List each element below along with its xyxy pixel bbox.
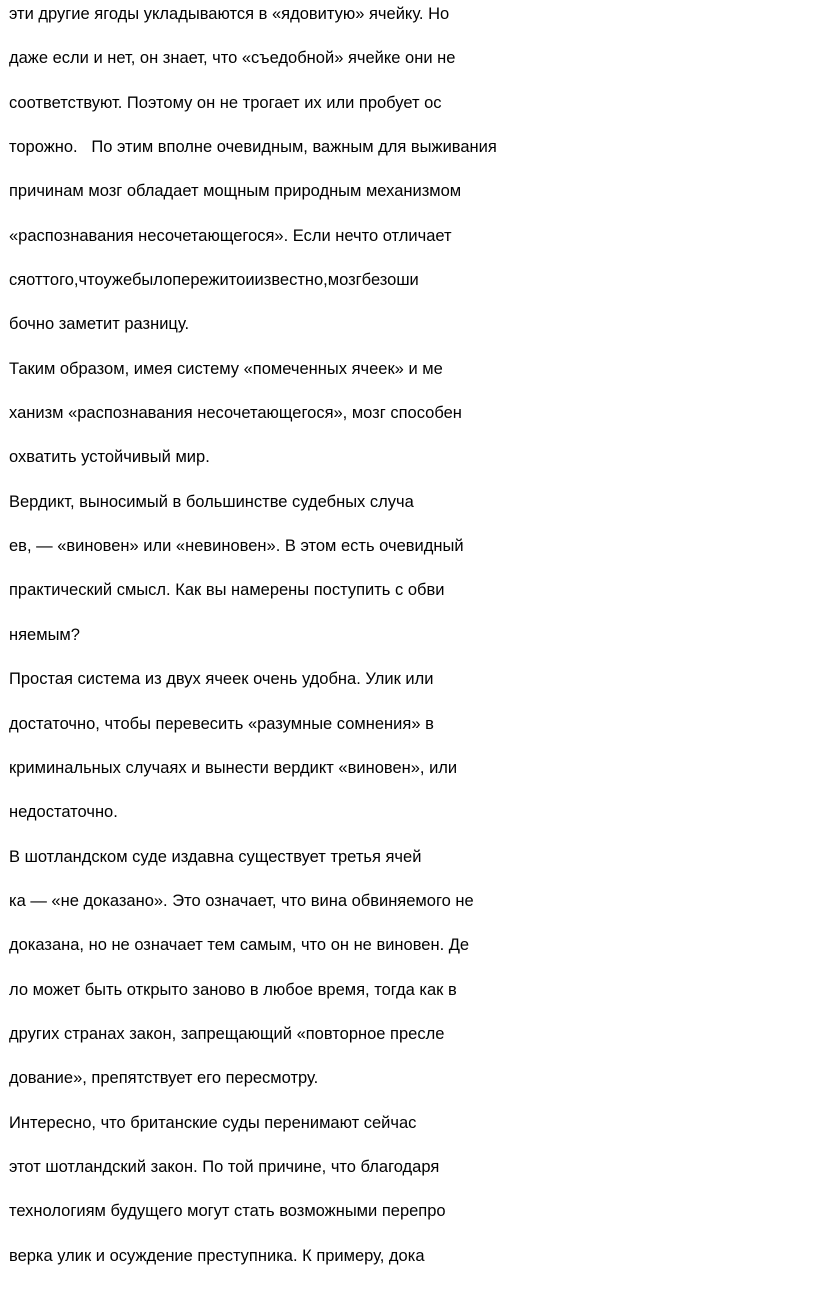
text-line: практический смысл. Как вы намерены поступить с обви bbox=[9, 581, 445, 600]
text-line: технологиям будущего могут стать возможными перепро bbox=[9, 1202, 446, 1221]
text-line: Таким образом, имея систему «помеченных ячеек» и ме bbox=[9, 359, 443, 378]
text-line: этот шотландский закон. По той причине, что благодаря bbox=[9, 1157, 440, 1176]
text-line: причинам мозг обладает мощным природным механизмом bbox=[9, 182, 462, 201]
document-text bbox=[9, 0, 799, 1286]
text-line: бочно заметит разницу. bbox=[9, 315, 190, 334]
text-line: охватить устойчивый мир. bbox=[9, 448, 210, 467]
text-line: В шотландском суде издавна существует третья ячей bbox=[9, 847, 422, 866]
text-line: соответствуют. Поэтому он не трогает их или пробует ос bbox=[9, 93, 442, 112]
text-line: других странах закон, запрещающий «повторное пресле bbox=[9, 1024, 445, 1043]
text-line: эти другие ягоды укладываются в «ядовитую» ячейку. Но bbox=[9, 5, 450, 23]
text-line: доказана, но не означает тем самым, что он не виновен. Де bbox=[9, 936, 470, 955]
text-line: ка — «не доказано». Это означает, что вина обвиняемого не bbox=[9, 891, 474, 910]
text-line: недостаточно. bbox=[9, 803, 118, 822]
text-line: «распознавания несочетающегося». Если нечто отличает bbox=[9, 226, 452, 245]
text-line: даже если и нет, он знает, что «съедобной» ячейке они не bbox=[9, 49, 456, 68]
text-line: достаточно, чтобы перевесить «разумные сомнения» в bbox=[9, 714, 434, 733]
text-line: торожно. По этим вполне очевидным, важным для выживания bbox=[9, 138, 497, 157]
text-line: няемым? bbox=[9, 625, 80, 644]
text-line: ханизм «распознавания несочетающегося», мозг способен bbox=[9, 404, 462, 423]
text-line: Вердикт, выносимый в большинстве судебных случа bbox=[9, 492, 414, 511]
text-line: ев, — «виновен» или «невиновен». В этом есть очевидный bbox=[9, 537, 464, 556]
text-line: дование», препятствует его пересмотру. bbox=[9, 1069, 319, 1088]
text-line: криминальных случаях и вынести вердикт «виновен», или bbox=[9, 758, 458, 777]
text-line: ло может быть открыто заново в любое время, тогда как в bbox=[9, 980, 457, 999]
text-line: Простая система из двух ячеек очень удобна. Улик или bbox=[9, 670, 434, 689]
text-line: сяоттого,чтоужебылопережитоиизвестно,мозгбезоши bbox=[9, 271, 419, 290]
text-line: Интересно, что британские суды перенимают сейчас bbox=[9, 1113, 417, 1132]
text-line: верка улик и осуждение преступника. К примеру, дока bbox=[9, 1246, 425, 1265]
